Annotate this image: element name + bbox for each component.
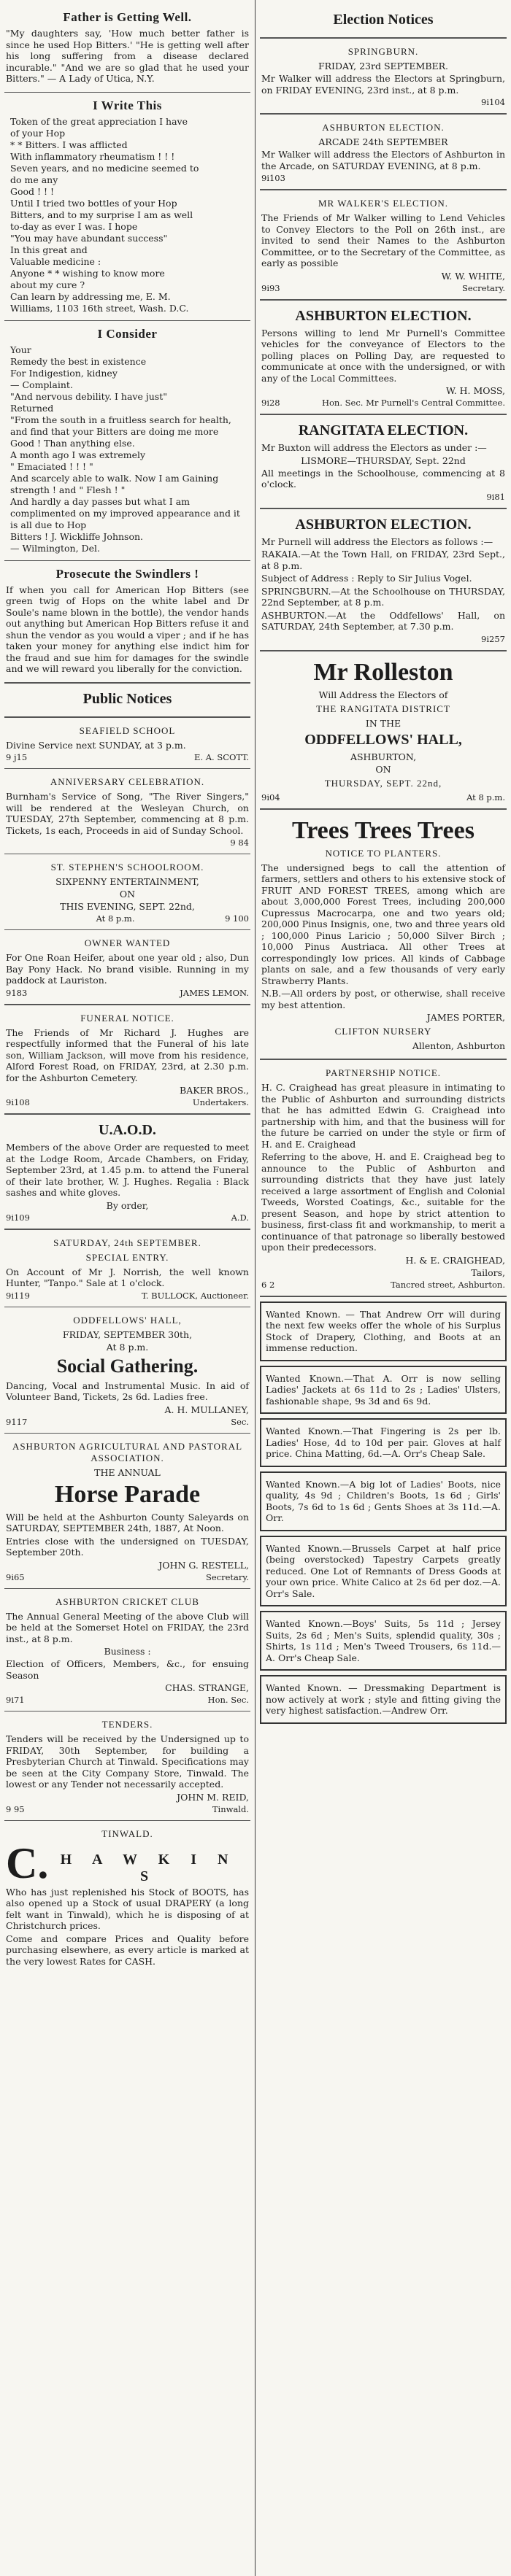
- notice-title: ODDFELLOWS' HALL,: [73, 1314, 182, 1326]
- notice-signer: A.D.: [231, 1212, 249, 1223]
- notice-title: TINWALD.: [101, 1827, 153, 1839]
- notice-code: 9i93: [261, 282, 280, 293]
- st-stephens-notice: [4, 854, 250, 930]
- i-consider-advert: [4, 321, 250, 561]
- notice-signer: E. A. SCOTT.: [194, 752, 249, 762]
- notice-body: Dancing, Vocal and Instrumental Music. In aid of Volunteer Band, Tickets, 2s 6d. Ladies free.: [6, 1380, 249, 1402]
- notice-signer: JOHN G. RESTELL,: [158, 1559, 249, 1571]
- notice-annual: THE ANNUAL: [94, 1466, 161, 1478]
- advert-line: And hardly a day passes but what I am complimented on my improved appearance and it is all due to Hop: [10, 495, 240, 530]
- advert-body: "My daughters say, 'How much better father is since he used Hop Bitters.' "He is getting well after his long suffering from a disease declared incurable." "And we are so glad that he used your Bitters." — A Lady of Utica, N.Y.: [6, 28, 249, 84]
- advert-line: about my cure ?: [10, 279, 85, 290]
- notice-code: 9i81: [486, 491, 505, 502]
- notice-subject: Subject of Address : Reply to Sir Julius Vogel.: [261, 573, 472, 584]
- anniversary-notice: [4, 769, 250, 854]
- notice-business-title: Business :: [104, 1646, 151, 1657]
- notice-business: Election of Officers, Members, &c., for ensuing Season: [6, 1658, 249, 1681]
- notice-signer: CHAS. STRANGE,: [165, 1682, 249, 1693]
- notice-code: 9i71: [6, 1695, 25, 1705]
- advert-line: Williams, 1103 16th street, Wash. D.C.: [10, 302, 189, 314]
- notice-title: Mr Rolleston: [313, 658, 453, 686]
- notice-body: Tenders will be received by the Undersigned up to FRIDAY, 30th September, for building a Presbyterian Church at Tinwald. Specifications may be seen at the City Company Store, Tinwald. The lowest or any Tender not necessarily accepted.: [6, 1733, 249, 1790]
- notice-line: ON: [119, 889, 136, 900]
- notice-body: Divine Service next SUNDAY, at 3 p.m.: [6, 739, 186, 751]
- notice-signer: A. H. MULLANEY,: [164, 1404, 249, 1415]
- advert-line: Can learn by addressing me, E. M.: [10, 290, 171, 302]
- notice-code: 9183: [6, 987, 28, 998]
- notice-event: Social Gathering.: [56, 1355, 199, 1377]
- notice-title: ASHBURTON ELECTION.: [322, 122, 445, 133]
- ashburton-election-purnell-meetings: [260, 509, 507, 651]
- notice-role: Sec.: [231, 1416, 249, 1427]
- notice-signer: JAMES LEMON.: [180, 987, 249, 998]
- notice-body: For One Roan Heifer, about one year old ; also, Dun Bay Pony Hack. No brand visible. Running in my paddock at Lauriston.: [6, 952, 249, 986]
- notice-role: Undertakers.: [192, 1097, 249, 1107]
- notice-code: 9i04: [261, 792, 280, 802]
- notice-body: Who has just replenished his Stock of BOOTS, has also opened up a Stock of usual DRAPERY (a long felt want in Tinwald), which he is disposing of at Christchurch prices.: [6, 1886, 249, 1931]
- notice-code: 9 100: [225, 913, 249, 924]
- advert-line: Seven years, and no medicine seemed to: [10, 162, 199, 174]
- notice-body: H. C. Craighead has great pleasure in intimating to the Public of Ashburton and surrounding districts that he has admitted Edwin G. Craighead into partnership with him, and that the business will for the future be carried on under the style or firm of H. and E. Craighead: [261, 1082, 505, 1150]
- uaod-notice: [4, 1115, 250, 1230]
- owner-wanted-notice: [4, 930, 250, 1005]
- advert-line: Bitters, and to my surprise I am as well: [10, 209, 193, 220]
- notice-code: 9i104: [481, 97, 505, 107]
- ashburton-election-purnell: [260, 301, 507, 416]
- section-title: Public Notices: [82, 690, 172, 707]
- advert-line: Token of the great appreciation I have: [10, 115, 188, 127]
- orr-advert-text: Wanted Known.—That A. Orr is now selling Ladies' Jackets at 6s 11d to 2s ; Ladies' Ulsters, fashionable shape, 9s 3d and 6s 9d.: [266, 1372, 501, 1407]
- notice-address: Tancred street, Ashburton.: [391, 1279, 505, 1290]
- notice-big-letter: C.: [6, 1838, 49, 1887]
- notice-title: U.A.O.D.: [99, 1122, 156, 1138]
- notice-code: 6 2: [261, 1279, 275, 1290]
- orr-advert: [260, 1366, 507, 1415]
- notice-body: Mr Purnell will address the Electors as follows :—: [261, 535, 493, 547]
- notice-signer: BAKER BROS.,: [180, 1085, 249, 1096]
- advert-notice: NOTICE TO PLANTERS.: [325, 847, 442, 859]
- notice-title: SATURDAY, 24th SEPTEMBER.: [53, 1237, 201, 1248]
- advert-nb: N.B.—All orders by post, or otherwise, shall receive my best attention.: [261, 988, 505, 1010]
- advert-line: Good ! Than anything else.: [10, 437, 135, 449]
- notice-line: THIS EVENING, SEPT. 22nd,: [60, 901, 195, 912]
- notice-title: MR WALKER'S ELECTION.: [318, 198, 448, 209]
- orr-advert-text: Wanted Known.—That Fingering is 2s per lb. Ladies' Hose, 4d to 10d per pair. Gloves at half price. China Matting, 6d.—A. Orr's Cheap Sale.: [266, 1426, 501, 1459]
- partnership-notice: [260, 1060, 507, 1297]
- notice-code: 9117: [6, 1416, 28, 1427]
- notice-title: TENDERS.: [101, 1719, 153, 1730]
- public-notices-heading: [4, 684, 250, 718]
- notice-by-order: By order,: [106, 1199, 149, 1211]
- notice-town: ASHBURTON,: [350, 751, 417, 762]
- funeral-notice: [4, 1005, 250, 1115]
- advert-line: For Indigestion, kidney: [10, 367, 118, 379]
- i-write-this-advert: [4, 93, 250, 321]
- notice-code: 9i257: [481, 633, 505, 644]
- advert-line: Bitters ! J. Wickliffe Johnson.: [10, 530, 144, 542]
- advert-place: Allenton, Ashburton: [412, 1040, 505, 1051]
- advert-line: "From the south in a fruitless search for health, and find that your Bitters are doing me more: [10, 414, 231, 437]
- notice-event: Horse Parade: [54, 1480, 201, 1508]
- orr-advert-text: Wanted Known.—A big lot of Ladies' Boots, nice quality, 4s 9d ; Children's Boots, 1s 6d ; Girls' Boots, 7s 6d to 1s 6d ; Gents Shoes at 3s 11d.—A. Orr.: [266, 1478, 501, 1523]
- saturday-notice: [4, 1230, 250, 1307]
- advert-title: I Write This: [93, 98, 162, 112]
- notice-body: Members of the above Order are requested to meet at the Lodge Room, Arcade Chambers, on Friday, September 23rd, at 1.45 p.m. to attend the Funeral of their late brother, W. J. Hughes. Regalia : Black sashes and white gloves.: [6, 1142, 249, 1198]
- tinwald-advert: [4, 1821, 250, 1975]
- notice-role: Hon. Sec.: [207, 1695, 249, 1705]
- notice-body-2: Come and compare Prices and Quality before purchasing elsewhere, as every article is marked at the very lowest Rates for CASH.: [6, 1933, 249, 1967]
- notice-time: At 8 p.m.: [96, 913, 135, 924]
- advert-line: "And nervous debility. I have just": [10, 390, 167, 402]
- notice-body-2: Referring to the above, H. and E. Craighead beg to announce to the Public of Ashburton and surrounding districts that they have just lately received a large assortment of English and Colonial Tweeds, Worsted Coatings, &c., suitable for the present Season, and hope by strict attention to business, first-class fit and workmanship, to merit a continuance of that patronage so liberally bestowed upon their predecessors.: [261, 1151, 505, 1253]
- notice-code: 9i108: [6, 1097, 30, 1107]
- notice-springburn: SPRINGBURN.—At the Schoolhouse on THURSDAY, 22nd September, at 8 p.m.: [261, 585, 505, 608]
- notice-in-the: IN THE: [365, 717, 402, 729]
- orr-advert: [260, 1675, 507, 1724]
- notice-place: Tinwald.: [212, 1803, 249, 1814]
- notice-subtitle: ARCADE 24th SEPTEMBER: [318, 136, 448, 147]
- orr-advert-text: Wanted Known.—Boys' Suits, 5s 11d ; Jersey Suits, 2s 6d ; Men's Suits, splendid quality, 30s ; Shirts, 1s 11d ; Men's Tweed Trousers, 6s 11d.—A. Orr's Cheap Sale.: [266, 1618, 501, 1663]
- notice-signer: H. & E. CRAIGHEAD,: [405, 1254, 505, 1266]
- notice-signer: W. W. WHITE,: [441, 270, 505, 282]
- notice-title: ASHBURTON CRICKET CLUB: [55, 1596, 199, 1607]
- notice-body: Persons willing to lend Mr Purnell's Committee vehicles for the conveyance of Electors to the polling places on Polling Day, are requested to communicate at once with the undersigned, or with any of the Local Committees.: [261, 327, 505, 384]
- advert-title: Prosecute the Swindlers !: [55, 566, 199, 581]
- orr-advert-text: Wanted Known.—Brussels Carpet at half price (being overstocked) Tapestry Carpets greatly reduced. One Lot of Remnants of Dress Goods at your own price. White Calico at 2s 6d per doz.—A. Orr's Sale.: [266, 1542, 501, 1599]
- advert-line: Returned: [10, 402, 54, 414]
- oddfellows-social-notice: [4, 1307, 250, 1434]
- notice-title: OWNER WANTED: [84, 937, 171, 948]
- notice-time: At 8 p.m.: [106, 1341, 149, 1353]
- notice-body: Mr Buxton will address the Electors as under :—: [261, 442, 487, 453]
- orr-advert: [260, 1611, 507, 1671]
- notice-title: RANGITATA ELECTION.: [298, 422, 469, 438]
- notice-signer: T. BULLOCK, Auctioneer.: [141, 1290, 249, 1301]
- notice-title: ANNIVERSARY CELEBRATION.: [50, 776, 205, 787]
- advert-line: — Wilmington, Del.: [10, 542, 100, 554]
- orr-advert: [260, 1301, 507, 1361]
- advert-lines: [6, 344, 249, 554]
- orr-advert: [260, 1471, 507, 1531]
- advert-line: Anyone * * wishing to know more: [10, 267, 165, 279]
- walkers-election-notice: [260, 190, 507, 301]
- father-advert: [4, 4, 250, 93]
- advert-body: If when you call for American Hop Bitters (see green twig of Hops on the white label and Dr Soule's name blown in the bottle), the vendor hands out anything but American Hop Bitters refuse it and shun the vendor as you would a viper ; and if he has taken your money for anything else indict him for the fraud and sue him for damages for the swindle and we will reward you liberally for the conviction.: [6, 584, 249, 674]
- advert-line: Remedy the best in existence: [10, 355, 147, 367]
- advert-line: A month ago I was extremely: [10, 449, 146, 460]
- notice-title: PARTNERSHIP NOTICE.: [325, 1067, 442, 1078]
- advert-lines: [6, 116, 249, 314]
- advert-line: Valuable medicine :: [10, 255, 101, 267]
- notice-line: LISMORE—THURSDAY, Sept. 22nd: [301, 455, 466, 466]
- notice-name: H A W K I N S: [60, 1851, 237, 1884]
- notice-code: 9i103: [261, 173, 285, 183]
- advert-line: * * Bitters. I was afflicted: [10, 139, 128, 150]
- orr-advert: [260, 1536, 507, 1607]
- notice-code: 9i119: [6, 1290, 30, 1301]
- tenders-notice: [4, 1711, 250, 1821]
- advert-line: " Emaciated ! ! ! ": [10, 460, 93, 472]
- notice-body: Will be held at the Ashburton County Saleyards on SATURDAY, SEPTEMBER 24th, 1887, At Noon.: [6, 1511, 249, 1533]
- rangitata-election-notice: [260, 415, 507, 509]
- notice-code: 9i28: [261, 398, 280, 408]
- notice-role: Secretary.: [205, 1571, 249, 1582]
- notice-role: Tailors,: [471, 1266, 505, 1278]
- advert-line: With inflammatory rheumatism ! ! !: [10, 150, 175, 162]
- advert-line: Until I tried two bottles of your Hop: [10, 197, 177, 209]
- orr-adverts: [260, 1301, 507, 1724]
- notice-entries: Entries close with the undersigned on TUESDAY, September 20th.: [6, 1535, 249, 1558]
- notice-body-2: All meetings in the Schoolhouse, commencing at 8 o'clock.: [261, 467, 505, 490]
- notice-district: THE RANGITATA DISTRICT: [316, 703, 450, 714]
- notice-role: Hon. Sec. Mr Purnell's Central Committee.: [321, 398, 505, 408]
- orr-advert-text: Wanted Known. — That Andrew Orr will during the next few weeks offer the whole of his Surplus Stock of Drapery, Clothing, and Boots at an immense reduction.: [266, 1308, 501, 1353]
- seafield-notice: [4, 718, 250, 770]
- advert-body: The undersigned begs to call the attention of farmers, settlers and others to his extensive stock of FRUIT AND FOREST TREES, among which are about 3,000,000 Forest Trees, including 200,000 Cupressus Macrocarpa, one and two years old; 200,000 Pinus Insignis, one, two and three years old ; 100,000 Pinus Laricio ; 50,000 Silver Birch ; 10,000 Pinus Austriaca. All other Trees at correspondingly low prices. All kinds of Cabbage plants on sale, and a few thousands of very early Strawberry Plants.: [261, 862, 505, 986]
- advert-signer: JAMES PORTER,: [426, 1012, 505, 1023]
- cricket-club-notice: [4, 1589, 250, 1712]
- notice-title: FUNERAL NOTICE.: [80, 1012, 174, 1024]
- notice-line: SIXPENNY ENTERTAINMENT,: [55, 876, 199, 887]
- notice-date: FRIDAY, 23rd SEPTEMBER.: [318, 61, 449, 71]
- advert-line: do me any: [10, 174, 58, 185]
- notice-body: Mr Walker will address the Electors at Springburn, on FRIDAY EVENING, 23rd inst., at 8 p.m.: [261, 73, 505, 96]
- advert-line: In this great and: [10, 244, 88, 255]
- notice-body: On Account of Mr J. Norrish, the well known Hunter, "Tanpo." Sale at 1 o'clock.: [6, 1266, 249, 1288]
- advert-title: I Consider: [97, 326, 158, 341]
- swindlers-advert: [4, 561, 250, 684]
- horse-parade-notice: [4, 1434, 250, 1589]
- right-column: [256, 0, 511, 2576]
- notice-code: 9 84: [230, 838, 249, 848]
- notice-signer: JOHN M. REID,: [177, 1791, 249, 1803]
- advert-title: Father is Getting Well.: [63, 10, 192, 24]
- notice-signer: W. H. MOSS,: [446, 385, 505, 396]
- notice-rakaia: RAKAIA.—At the Town Hall, on FRIDAY, 23rd Sept., at 8 p.m.: [261, 549, 505, 571]
- notice-ashburton: ASHBURTON.—At the Oddfellows' Hall, on SATURDAY, 24th September, at 7.30 p.m.: [261, 609, 505, 632]
- trees-advert: [260, 810, 507, 1061]
- notice-title: SPRINGBURN.: [347, 46, 419, 57]
- notice-code: 9 j15: [6, 752, 28, 762]
- notice-on: ON: [375, 763, 391, 775]
- election-notices-heading: [260, 4, 507, 39]
- notice-title: ASHBURTON ELECTION.: [295, 516, 472, 533]
- orr-advert: [260, 1418, 507, 1467]
- notice-body: Mr Walker will address the Electors of Ashburton in the Arcade, on SATURDAY EVENING, at 8 p.m.: [261, 149, 505, 171]
- advert-line: to-day as ever I was. I hope: [10, 220, 138, 232]
- notice-role: Secretary.: [461, 282, 505, 293]
- advert-title: Trees Trees Trees: [292, 816, 474, 844]
- notice-code: 9 95: [6, 1803, 25, 1814]
- notice-code: 9i109: [6, 1212, 30, 1223]
- notice-title: ST. STEPHEN'S SCHOOLROOM.: [50, 862, 204, 873]
- advert-nursery: CLIFTON NURSERY: [334, 1026, 432, 1037]
- ashburton-election-walker: [260, 115, 507, 190]
- advert-line: And scarcely able to walk. Now I am Gaining strength ! and " Flesh ! ": [10, 472, 219, 495]
- notice-time: At 8 p.m.: [466, 792, 505, 802]
- notice-body: The Friends of Mr Walker willing to Lend Vehicles to Convey Electors to the Poll on 26th inst., are invited to send their Names to the Ashburton Committee, or to the Secretary of the Committee, as early as possible: [261, 212, 505, 268]
- rolleston-notice: [260, 651, 507, 810]
- orr-advert-text: Wanted Known. — Dressmaking Department is now actively at work ; style and fitting giving the very highest satisfaction.—Andrew Orr.: [266, 1682, 501, 1716]
- notice-body: Will Address the Electors of: [318, 689, 448, 700]
- notice-date: THURSDAY, SEPT. 22nd,: [324, 777, 442, 789]
- advert-line: Good ! ! !: [10, 185, 55, 197]
- section-title: Election Notices: [333, 12, 434, 28]
- notice-subtitle: SPECIAL ENTRY.: [85, 1251, 169, 1263]
- notice-title: ASHBURTON ELECTION.: [295, 307, 472, 324]
- advert-line: Your: [10, 344, 31, 355]
- notice-body: The Friends of Mr Richard J. Hughes are respectfully informed that the Funeral of his late son, William Jackson, will move from his residence, Alford Forest Road, on FRIDAY, 23rd, at 2.30 p.m. for the Ashburton Cemetery.: [6, 1026, 249, 1083]
- notice-body: Burnham's Service of Song, "The River Singers," will be rendered at the Wesleyan Church, on TUESDAY, 27th September, commencing at 8 p.m. Tickets, 1s each, Proceeds in aid of Sunday School.: [6, 791, 249, 836]
- notice-hall: ODDFELLOWS' HALL,: [304, 731, 462, 748]
- notice-society: ASHBURTON AGRICULTURAL AND PASTORAL ASSOCIATION.: [12, 1440, 243, 1463]
- notice-code: 9i65: [6, 1571, 25, 1582]
- advert-line: of your Hop: [10, 127, 66, 139]
- notice-title: SEAFIELD SCHOOL: [79, 724, 176, 736]
- notice-body: The Annual General Meeting of the above Club will be held at the Somerset Hotel on FRIDAY, the 23rd inst., at 8 p.m.: [6, 1610, 249, 1644]
- advert-line: "You may have abundant success": [10, 232, 168, 244]
- springburn-notice: [260, 39, 507, 115]
- advert-line: — Complaint.: [10, 379, 73, 390]
- notice-date: FRIDAY, SEPTEMBER 30th,: [62, 1328, 193, 1340]
